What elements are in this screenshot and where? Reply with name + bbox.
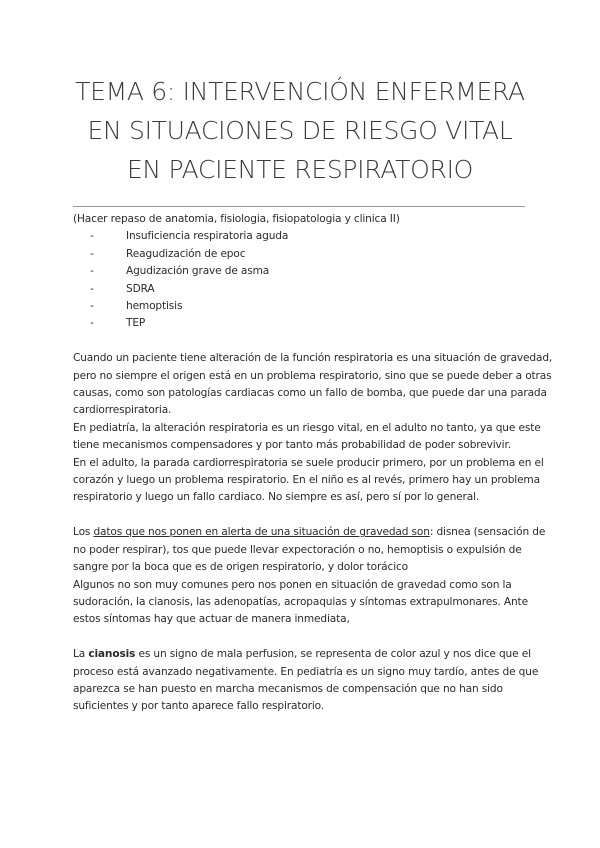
text-line: estos síntomas hay que actuar de manera inmediata,: [73, 613, 350, 626]
text-line: sangre por la boca que es de origen respiratorio, y dolor torácico: [73, 561, 408, 574]
list-dash: -: [90, 265, 94, 278]
page-title: [40, 72, 560, 189]
list-item: [90, 298, 533, 315]
list-dash: -: [90, 230, 94, 243]
text-line: En pediatría, la alteración respiratoria es un riesgo vital, en el adulto no tanto, ya que este: [73, 421, 541, 434]
underlined-phrase: datos que nos ponen en alerta de una situación de gravedad son: [93, 526, 430, 539]
text-run: es un signo de mala perfusion, se representa de color azul y nos dice que el: [135, 648, 531, 661]
list-item-text: hemoptisis: [126, 300, 183, 313]
paragraph-gap: [73, 507, 533, 524]
text-run: Los: [73, 526, 94, 539]
text-line: corazón y luego un problema respiratorio. En el niño es al revés, primero hay un problema: [73, 474, 540, 487]
text-line: suficientes y por tanto aparece fallo respiratorio.: [73, 700, 325, 713]
list-item-text: SDRA: [126, 282, 155, 295]
paragraph-cyanosis: [73, 646, 539, 716]
list-item: [90, 228, 533, 245]
intro-note: (Hacer repaso de anatomia, fisiologia, fisiopatologia y clinica II): [73, 213, 400, 225]
text-run: : disnea (sensación de: [429, 526, 546, 539]
text-line: [73, 646, 533, 663]
title-line-1: TEMA 6: INTERVENCIÓN ENFERMERA: [75, 77, 525, 106]
paragraph-alert-signs: [73, 524, 546, 628]
paragraph-respiratory-alteration: [73, 350, 553, 507]
text-line: Algunos no son muy comunes pero nos ponen en situación de gravedad como son la: [73, 578, 512, 591]
title-divider: [73, 206, 525, 207]
text-line: pero no siempre el origen está en un problema respiratorio, sino que se puede deber a otras: [73, 369, 552, 382]
list-item-text: Agudización grave de asma: [126, 265, 270, 278]
list-item: [90, 281, 533, 298]
title-line-2: EN SITUACIONES DE RIESGO VITAL: [87, 116, 513, 145]
title-line-3: EN PACIENTE RESPIRATORIO: [126, 155, 474, 184]
list-item-text: TEP: [126, 317, 146, 330]
text-line: [73, 524, 546, 541]
text-line: aparezca se han puesto en marcha mecanismos de compensación que no han sido: [73, 682, 503, 695]
list-item-text: Insuficiencia respiratoria aguda: [126, 230, 289, 243]
text-line: Cuando un paciente tiene alteración de la función respiratoria es una situación de gravedad,: [73, 352, 553, 365]
paragraph-gap: [73, 629, 533, 646]
text-line: cardiorrespiratoria.: [73, 404, 172, 417]
text-line: no poder respirar), tos que puede llevar expectoración o no, hemoptisis o expulsión de: [73, 543, 522, 556]
list-item: [90, 246, 533, 263]
text-line: proceso está avanzado negativamente. En pediatría es un signo muy tardío, antes de que: [73, 665, 539, 678]
list-dash: -: [90, 282, 94, 295]
list-item: [90, 315, 533, 332]
topic-list: [73, 228, 533, 332]
list-dash: -: [90, 300, 94, 313]
document-body: [73, 211, 553, 716]
list-item-text: Reagudización de epoc: [126, 247, 246, 260]
list-dash: -: [90, 247, 94, 260]
text-line: sudoración, la cianosis, las adenopatías, acropaquias y síntomas extrapulmonares. Ante: [73, 595, 528, 608]
text-line: tiene mecanismos compensadores y por tanto más probabilidad de poder sobrevivir.: [73, 439, 511, 452]
paragraph-gap: [73, 333, 533, 350]
list-dash: -: [90, 317, 94, 330]
text-run: La: [73, 648, 89, 661]
bold-term: cianosis: [88, 648, 136, 661]
text-line: causas, como son patologías cardiacas como un fallo de bomba, que puede dar una parada: [73, 387, 547, 400]
text-line: En el adulto, la parada cardiorrespiratoria se suele producir primero, por un problema en el: [73, 456, 544, 469]
list-item: [90, 263, 533, 280]
text-line: respiratorio y luego un fallo cardiaco. No siempre es así, pero sí por lo general.: [73, 491, 480, 504]
